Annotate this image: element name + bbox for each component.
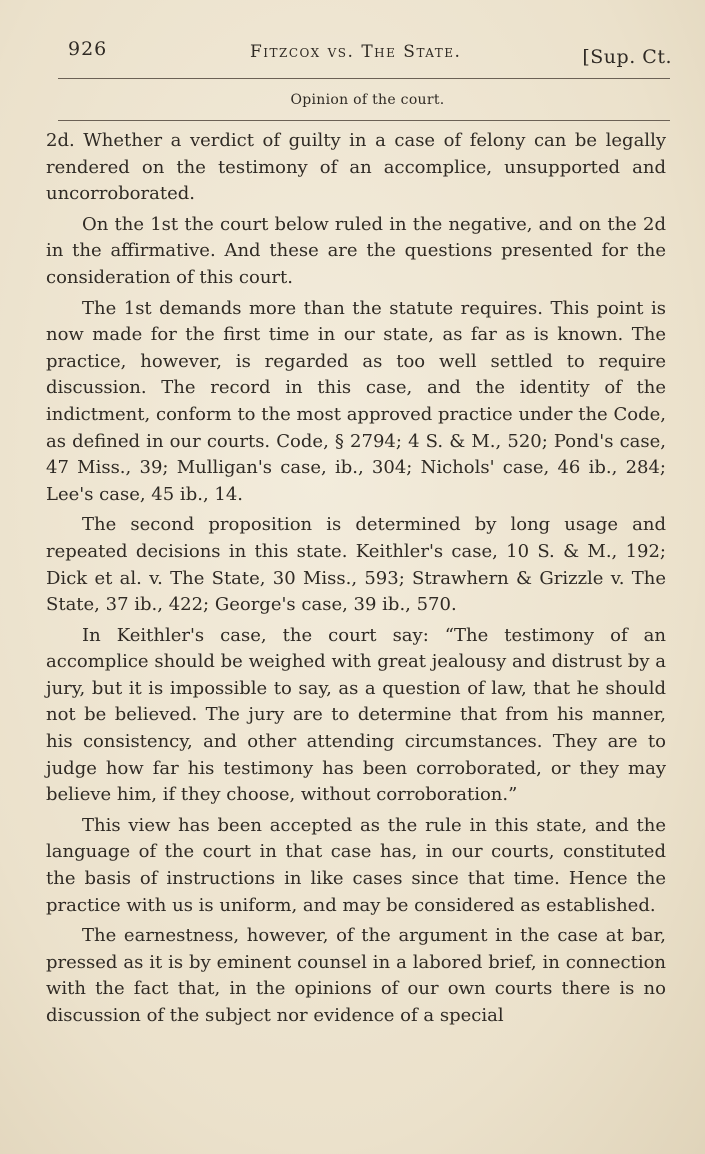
paragraph: The second proposition is determined by long usage and repeated decisions in this state. Keithler's case, 10 S. & M., 192; Dick et al. v. The State, 30 Miss., 593; Strawhern & Grizzle v. The State, 37 ib., 422; George's case, 39 ib., 570.: [46, 514, 666, 616]
running-header: [60, 38, 672, 72]
paragraph: On the 1st the court below ruled in the negative, and on the 2d in the affirmative. And these are the questions presented for the consideration of this court.: [46, 213, 666, 288]
paragraph: 2d. Whether a verdict of guilty in a case of felony can be legally rendered on the testimony of an accomplice, unsupported and uncorroborated.: [46, 130, 666, 205]
paragraph: The earnestness, however, of the argument in the case at bar, pressed as it is by eminent counsel in a labored brief, in connection with the fact that, in the opinions of our own courts there is no discussion of the subject nor evidence of a special: [46, 925, 666, 1026]
court-label: [Sup. Ct.: [582, 46, 672, 68]
paragraph: This view has been accepted as the rule in this state, and the language of the court in that case has, in our courts, constituted the basis of instructions in like cases since that time. Hence the practice with us is uniform, and may be considered as established.: [46, 814, 666, 916]
paragraph: In Keithler's case, the court say: “The testimony of an accomplice should be weighed with great jealousy and distrust by a jury, but it is impossible to say, as a question of law, that he should not be believed. The jury are to determine that from his manner, his consistency, and other attending circumstances. They are to judge how far his testimony has been corroborated, or they may believe him, if they choose, without corroboration.”: [46, 624, 666, 806]
running-title: Fitzcox vs. The State.: [250, 42, 462, 62]
section-heading: Opinion of the court.: [290, 92, 445, 108]
paragraph: The 1st demands more than the statute requires. This point is now made for the first time in our state, as far as is known. The practice, however, is regarded as too well settled to require discussion. The record in this case, and the identity of the indictment, conform to the most approved practice under the Code, as defined in our courts. Code, § 2794; 4 S. & M., 520; Pond's case, 47 Miss., 39; Mulligan's case, ib., 304; Nichols' case, 46 ib., 284; Lee's case, 45 ib., 14.: [46, 297, 666, 505]
header-rule: [58, 78, 670, 79]
page-number: 926: [68, 38, 108, 60]
section-rule: [58, 120, 670, 121]
opinion-text: [46, 128, 666, 1034]
